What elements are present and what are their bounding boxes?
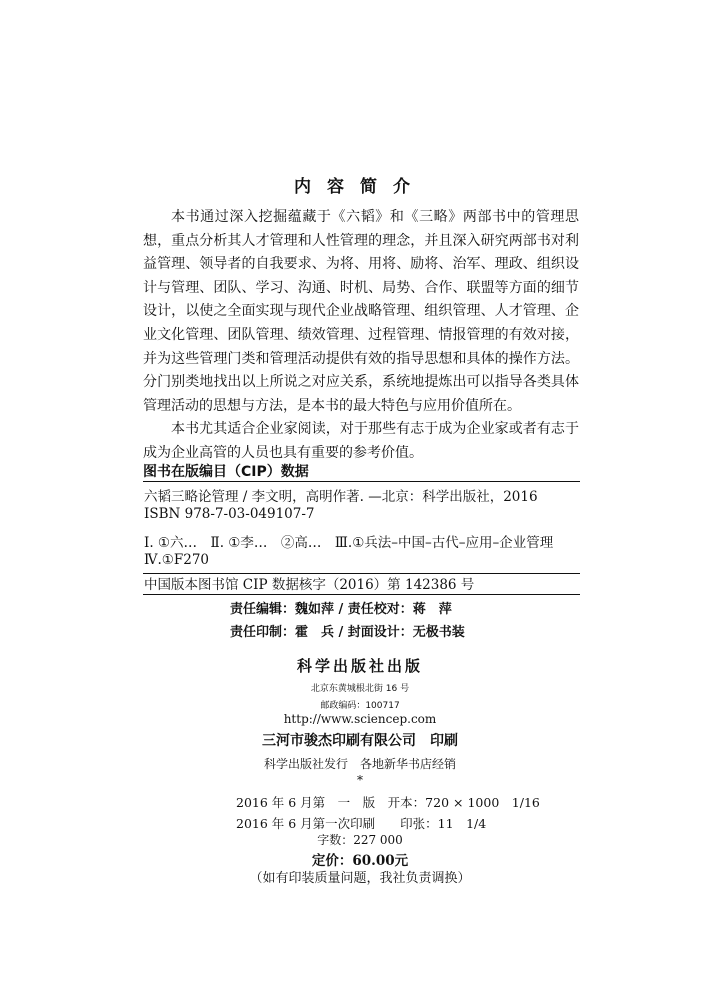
cip-heading: 图书在版编目（CIP）数据 — [143, 464, 309, 480]
publisher-line: 科学出版社出版 — [296, 657, 423, 675]
printer-line: 三河市骏杰印刷有限公司 印刷 — [262, 733, 458, 749]
word-count-line: 字数：227 000 — [317, 833, 403, 847]
publisher-address: 北京东黄城根北街 16 号 — [310, 684, 410, 694]
cip-record-number-line: 中国版本图书馆 CIP 数据核字（2016）第 142386 号 — [144, 577, 475, 593]
cip-title-line: 六韬三略论管理 / 李文明，高明作著. —北京：科学出版社，2016 — [144, 489, 538, 505]
quality-notice: （如有印装质量问题，我社负责调换） — [249, 871, 471, 886]
editor-credit-line: 责任编辑：魏如萍 / 责任校对：蒋 萍 — [230, 602, 452, 617]
cip-classification-line: Ⅳ.①F270 — [144, 552, 210, 568]
cip-subject-line: Ⅰ. ①六… Ⅱ. ①李… ②高… Ⅲ.①兵法–中国–古代–应用–企业管理 — [144, 535, 554, 551]
summary-title: 内容简介 — [294, 177, 426, 197]
summary-body — [143, 206, 579, 466]
separator-asterisk: * — [357, 773, 363, 787]
summary-paragraph-1: 本书通过深入挖掘蕴藏于《六韬》和《三略》两部书中的管理思想，重点分析其人才管理和人性管理的理念，并且深入研究两部书对利益管理、领导者的自我要求、为将、用将、励将、治军、理政、组织设计与管理、团队、学习、沟通、时机、局势、合作、联盟等方面的细节设计，以使之全面实现与现代企业战略管理、组织管理、人才管理、企业文化管理、团队管理、绩效管理、过程管理、情报管理的有效对接，并为这些管理门类和管理活动提供有效的指导思想和具体的操作方法。分门别类地找出以上所说之对应关系，系统地提炼出可以指导各类具体管理活动的思想与方法，是本书的最大特色与应用价值所在。 — [143, 209, 579, 414]
cip-isbn-line: ISBN 978-7-03-049107-7 — [144, 506, 315, 522]
publisher-website: http://www.sciencep.com — [283, 712, 437, 726]
publisher-postcode: 邮政编码：100717 — [320, 701, 400, 711]
printing-sheets-line: 2016 年 6 月第一次印刷 印张：11 1/4 — [236, 816, 487, 831]
summary-paragraph-2: 本书尤其适合企业家阅读，对于那些有志于成为企业家或者有志于成为企业高管的人员也具有重要的参考价值。 — [143, 421, 579, 461]
edition-format-line: 2016 年 6 月第 一 版 开本：720 × 1000 1/16 — [236, 795, 540, 810]
cip-data-block — [143, 481, 580, 595]
production-credit-line: 责任印制：霍 兵 / 封面设计：无极书装 — [230, 625, 465, 640]
distribution-line: 科学出版社发行 各地新华书店经销 — [263, 757, 456, 771]
price-line: 定价：60.00元 — [311, 853, 409, 869]
